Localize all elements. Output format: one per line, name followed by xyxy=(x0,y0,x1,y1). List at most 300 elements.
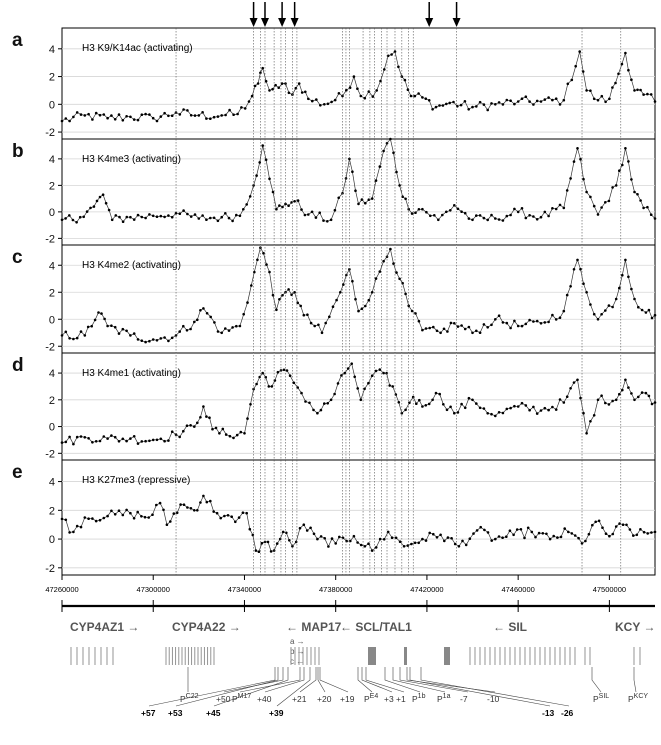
data-point xyxy=(106,515,109,518)
data-point xyxy=(351,280,354,283)
data-point xyxy=(556,536,559,539)
data-point xyxy=(307,213,310,216)
data-point xyxy=(576,147,579,150)
data-point xyxy=(636,534,639,537)
data-point xyxy=(240,431,243,434)
data-point xyxy=(627,276,630,279)
arrow-head xyxy=(453,18,461,27)
data-point xyxy=(404,293,407,296)
data-point xyxy=(87,437,90,440)
data-point xyxy=(97,311,100,314)
data-point xyxy=(560,536,563,539)
data-point xyxy=(76,111,79,114)
data-point xyxy=(228,109,231,112)
data-point xyxy=(87,326,90,329)
position-label: $P^{KCY}$ xyxy=(628,693,649,704)
connector-line xyxy=(240,667,300,692)
data-point xyxy=(300,392,303,395)
data-point xyxy=(445,211,448,214)
data-point xyxy=(338,92,341,95)
data-point xyxy=(84,436,87,439)
data-point xyxy=(490,324,493,327)
data-point xyxy=(654,531,657,534)
data-point xyxy=(589,420,592,423)
data-point xyxy=(110,114,113,117)
data-point xyxy=(199,501,202,504)
data-point xyxy=(615,525,618,528)
data-point xyxy=(569,285,572,288)
data-point xyxy=(360,399,363,402)
data-point xyxy=(392,262,395,265)
position-label: +50 xyxy=(216,694,231,704)
y-tick-label: -2 xyxy=(45,562,55,575)
position-label: -26 xyxy=(561,708,574,718)
data-point xyxy=(540,409,543,412)
data-point xyxy=(232,113,235,116)
data-point xyxy=(144,341,147,344)
data-point xyxy=(194,114,197,117)
data-point xyxy=(425,327,428,330)
data-point xyxy=(249,403,252,406)
data-point xyxy=(354,189,357,192)
arrow-head xyxy=(425,18,433,27)
data-point xyxy=(471,219,474,222)
data-point xyxy=(84,334,87,337)
data-point xyxy=(133,218,136,221)
gene-label-sil: ← SIL xyxy=(493,620,528,634)
data-point xyxy=(261,372,264,375)
data-point xyxy=(304,400,307,403)
data-point xyxy=(563,99,566,102)
data-point xyxy=(72,443,75,446)
data-point xyxy=(509,327,512,330)
data-point xyxy=(268,178,271,181)
data-point xyxy=(265,263,268,266)
position-label: +21 xyxy=(292,694,307,704)
data-point xyxy=(636,89,639,92)
data-point xyxy=(375,277,378,280)
data-point xyxy=(276,542,279,545)
data-point xyxy=(608,403,611,406)
data-point xyxy=(160,337,163,340)
data-point xyxy=(624,259,627,262)
position-label: $P^{1b}$ xyxy=(412,693,426,704)
data-point xyxy=(532,320,535,323)
data-point xyxy=(432,533,435,536)
data-point xyxy=(298,82,301,85)
data-point xyxy=(468,326,471,329)
data-point xyxy=(414,95,417,98)
connector-line xyxy=(385,667,420,692)
gene-label-cyp4a22: CYP4A22 → xyxy=(172,620,241,634)
data-point xyxy=(584,540,587,543)
data-point xyxy=(604,309,607,312)
data-point xyxy=(453,412,456,415)
data-point xyxy=(559,103,562,106)
data-point xyxy=(190,114,193,117)
data-point xyxy=(186,424,189,427)
data-point xyxy=(397,66,400,69)
data-point xyxy=(641,391,644,394)
data-point xyxy=(332,305,335,308)
data-point xyxy=(334,209,337,212)
data-point xyxy=(371,374,374,377)
data-point xyxy=(68,337,71,340)
data-point xyxy=(573,160,576,163)
data-point xyxy=(311,100,314,103)
data-point xyxy=(460,403,463,406)
data-point xyxy=(61,518,64,521)
data-point xyxy=(282,531,285,534)
data-point xyxy=(483,323,486,326)
data-point xyxy=(563,401,566,404)
position-label: +1 xyxy=(396,694,406,704)
data-point xyxy=(437,219,440,222)
data-point xyxy=(624,52,627,55)
data-point xyxy=(144,217,147,220)
data-point xyxy=(96,200,99,203)
data-point xyxy=(528,214,531,217)
data-point xyxy=(106,325,109,328)
data-point xyxy=(319,104,322,107)
data-point xyxy=(100,312,103,315)
data-point xyxy=(105,202,108,205)
position-label: -13 xyxy=(542,708,555,718)
data-point xyxy=(222,428,225,431)
data-point xyxy=(521,207,524,210)
data-point xyxy=(99,196,102,199)
data-point xyxy=(201,111,204,114)
data-point xyxy=(483,529,486,532)
data-point xyxy=(118,440,121,443)
data-point xyxy=(141,440,144,443)
data-point xyxy=(375,370,378,373)
data-point xyxy=(330,399,333,402)
data-point xyxy=(91,118,94,121)
data-point xyxy=(114,326,117,329)
data-point xyxy=(567,83,570,86)
data-point xyxy=(624,379,627,382)
data-point xyxy=(604,402,607,405)
data-point xyxy=(193,425,196,428)
data-point xyxy=(486,109,489,112)
data-point xyxy=(502,321,505,324)
data-point xyxy=(122,438,125,441)
data-point xyxy=(453,204,456,207)
data-point xyxy=(111,219,114,222)
data-point xyxy=(125,115,128,118)
position-label-superscript: E4 xyxy=(369,693,379,700)
data-point xyxy=(601,95,604,98)
data-point xyxy=(618,287,621,290)
y-tick-label: -2 xyxy=(45,448,55,461)
data-point xyxy=(612,533,615,536)
y-tick-label: 2 xyxy=(48,71,55,84)
data-point xyxy=(137,338,140,341)
data-point xyxy=(125,330,128,333)
data-point xyxy=(147,516,150,519)
data-point xyxy=(242,208,245,211)
data-point xyxy=(391,536,394,539)
data-point xyxy=(372,95,375,98)
data-point xyxy=(582,178,585,181)
data-point xyxy=(375,179,378,182)
data-point xyxy=(449,406,452,409)
data-point xyxy=(648,309,651,312)
data-point xyxy=(633,298,636,301)
data-point xyxy=(166,523,169,526)
data-point xyxy=(540,322,543,325)
connector-line xyxy=(358,667,372,692)
data-point xyxy=(446,330,449,333)
panel-letter: e xyxy=(12,462,23,483)
data-point xyxy=(388,384,391,387)
data-point xyxy=(363,388,366,391)
data-point xyxy=(528,100,531,103)
data-point xyxy=(525,323,528,326)
data-point xyxy=(360,95,363,98)
data-point xyxy=(338,536,341,539)
data-point xyxy=(536,218,539,221)
data-point xyxy=(61,441,64,444)
data-point xyxy=(398,278,401,281)
data-point xyxy=(323,103,326,106)
data-point xyxy=(525,217,528,220)
data-point xyxy=(534,536,537,539)
data-point xyxy=(621,164,624,167)
data-point xyxy=(360,544,363,547)
data-point xyxy=(91,441,94,444)
panel-title: H3 K4me2 (activating) xyxy=(82,260,181,271)
data-point xyxy=(414,211,417,214)
data-point xyxy=(467,108,470,111)
data-point xyxy=(555,408,558,411)
data-point xyxy=(68,436,71,439)
data-point xyxy=(630,392,633,395)
data-point xyxy=(404,198,407,201)
data-point xyxy=(483,407,486,410)
data-point xyxy=(87,517,90,520)
data-point xyxy=(311,211,314,214)
connector-line xyxy=(300,667,316,692)
data-point xyxy=(425,211,428,214)
data-point xyxy=(582,412,585,415)
data-point xyxy=(245,203,248,206)
data-point xyxy=(80,435,83,438)
data-point xyxy=(566,395,569,398)
data-point xyxy=(242,313,245,316)
data-point xyxy=(321,332,324,335)
data-point xyxy=(76,525,79,528)
data-point xyxy=(148,213,151,216)
data-point xyxy=(353,376,356,379)
data-point xyxy=(460,104,463,107)
panel-title: H3 K4me1 (activating) xyxy=(82,368,181,379)
data-point xyxy=(391,385,394,388)
data-point xyxy=(483,103,486,106)
data-point xyxy=(559,398,562,401)
data-point xyxy=(141,113,144,116)
data-point xyxy=(95,440,98,443)
data-point xyxy=(217,220,220,223)
data-point xyxy=(76,337,79,340)
data-point xyxy=(337,197,340,200)
panel-letter: b xyxy=(12,141,24,162)
data-point xyxy=(289,374,292,377)
data-point xyxy=(576,259,579,262)
data-point xyxy=(257,82,260,85)
data-point xyxy=(505,535,508,538)
position-label-superscript: 1b xyxy=(417,693,426,700)
connector-line xyxy=(410,667,550,706)
data-point xyxy=(457,411,460,414)
data-point xyxy=(506,408,509,411)
data-point xyxy=(531,531,534,534)
data-point xyxy=(333,393,336,396)
data-point xyxy=(335,299,338,302)
data-point xyxy=(345,274,348,277)
data-point xyxy=(509,529,512,532)
data-point xyxy=(571,532,574,535)
data-point xyxy=(498,314,501,317)
data-point xyxy=(588,533,591,536)
data-point xyxy=(573,381,576,384)
data-point xyxy=(236,434,239,437)
data-point xyxy=(144,113,147,116)
data-point xyxy=(633,399,636,402)
position-label: +3 xyxy=(384,694,394,704)
data-point xyxy=(75,221,78,224)
data-point xyxy=(255,383,258,386)
data-point xyxy=(415,402,418,405)
data-point xyxy=(224,212,227,215)
data-point xyxy=(308,402,311,405)
data-point xyxy=(471,106,474,109)
data-point xyxy=(551,207,554,210)
data-point xyxy=(199,309,202,312)
data-point xyxy=(525,95,528,98)
data-point xyxy=(312,409,315,412)
data-point xyxy=(189,328,192,331)
y-tick-label: -2 xyxy=(45,341,55,354)
data-point xyxy=(72,338,75,341)
connector-line xyxy=(224,667,283,692)
data-point xyxy=(502,103,505,106)
data-point xyxy=(171,430,174,433)
panel-letter: a xyxy=(12,30,23,51)
data-point xyxy=(654,314,657,317)
data-point xyxy=(267,541,270,544)
data-point xyxy=(220,114,223,117)
data-point xyxy=(646,532,649,535)
y-tick-label: 4 xyxy=(48,368,55,381)
data-point xyxy=(218,432,221,435)
data-point xyxy=(512,534,515,537)
data-point xyxy=(213,321,216,324)
data-point xyxy=(219,517,222,520)
data-point xyxy=(209,117,212,120)
data-point xyxy=(630,288,633,291)
y-tick-label: 0 xyxy=(48,534,55,547)
data-point xyxy=(238,516,241,519)
arrow-head xyxy=(261,18,269,27)
position-label: +40 xyxy=(257,694,272,704)
data-point xyxy=(389,138,392,141)
data-point xyxy=(598,520,601,523)
data-point xyxy=(122,514,125,517)
data-point xyxy=(593,313,596,316)
data-point xyxy=(129,334,132,337)
data-point xyxy=(438,393,441,396)
data-point xyxy=(199,416,202,419)
data-point xyxy=(428,403,431,406)
data-point xyxy=(103,318,106,321)
data-point xyxy=(390,53,393,56)
data-point xyxy=(215,427,218,430)
data-point xyxy=(563,207,566,210)
data-point xyxy=(486,219,489,222)
data-point xyxy=(428,327,431,330)
y-tick-label: 0 xyxy=(48,206,55,219)
data-point xyxy=(163,112,166,115)
data-point xyxy=(520,528,523,531)
y-tick-label: 2 xyxy=(48,180,55,193)
data-point xyxy=(574,65,577,68)
data-point xyxy=(516,528,519,531)
data-point xyxy=(418,208,421,211)
data-point xyxy=(61,120,64,123)
data-point xyxy=(513,320,516,323)
position-label: +19 xyxy=(340,694,355,704)
data-point xyxy=(643,531,646,534)
data-point xyxy=(567,531,570,534)
data-point xyxy=(642,93,645,96)
data-point xyxy=(574,534,577,537)
data-point xyxy=(246,417,249,420)
data-point xyxy=(277,371,280,374)
data-point xyxy=(65,441,68,444)
data-point xyxy=(650,93,653,96)
data-point xyxy=(278,204,281,207)
data-point xyxy=(324,322,327,325)
connector-line xyxy=(634,667,636,692)
data-point xyxy=(549,538,552,541)
data-point xyxy=(547,215,550,218)
x-tick-label: 47340000 xyxy=(227,585,262,594)
data-point xyxy=(469,537,472,540)
data-point xyxy=(433,214,436,217)
data-point xyxy=(597,213,600,216)
data-point xyxy=(425,404,428,407)
data-point xyxy=(231,326,234,329)
data-point xyxy=(517,211,520,214)
data-point xyxy=(87,113,90,116)
data-point xyxy=(382,372,385,375)
data-point xyxy=(261,542,264,545)
data-point xyxy=(608,304,611,307)
data-point xyxy=(261,144,264,147)
data-point xyxy=(630,78,633,81)
data-point xyxy=(536,412,539,415)
data-point xyxy=(283,369,286,372)
data-point xyxy=(80,330,83,333)
data-point xyxy=(425,97,428,100)
data-point xyxy=(651,317,654,320)
data-point xyxy=(202,307,205,310)
x-tick-label: 47460000 xyxy=(501,585,535,594)
data-point xyxy=(624,147,627,150)
data-point xyxy=(202,495,205,498)
